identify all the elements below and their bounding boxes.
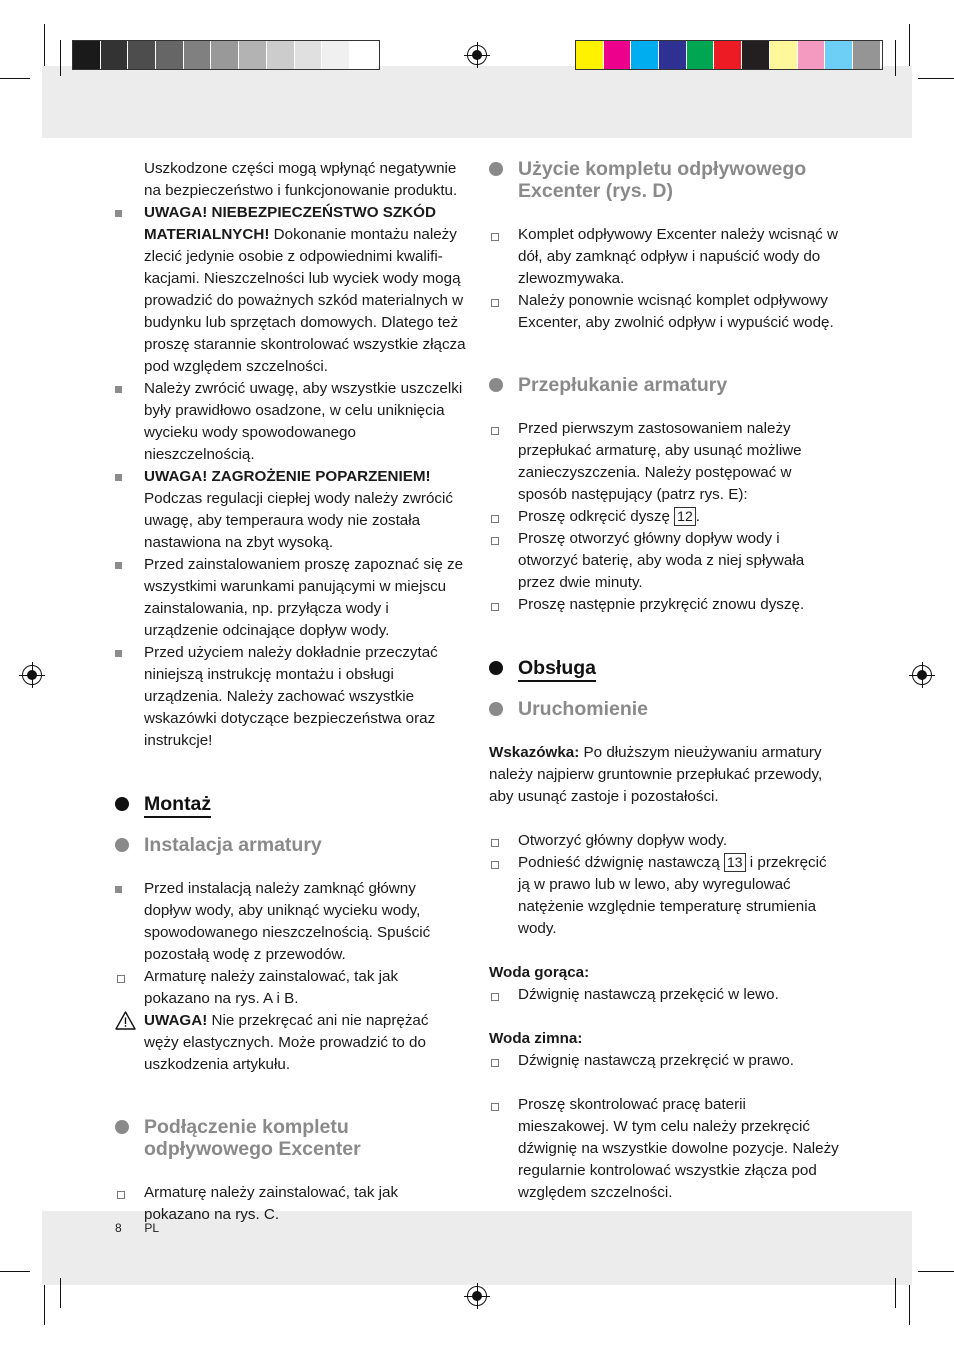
crop-mark — [909, 1285, 910, 1325]
cold-water-label — [489, 1028, 841, 1050]
page-number: 8 — [115, 1221, 122, 1235]
warning-triangle-icon — [115, 1011, 136, 1030]
color-swatch — [631, 41, 659, 69]
gray-swatch — [350, 41, 378, 69]
header-band — [42, 66, 912, 138]
color-swatch — [604, 41, 632, 69]
operate-step-2-text: Podnieść dźwignię nastawczą — [518, 854, 724, 871]
warning-hoses-text: Nie przekręcać ani nie naprężać węży elastycznych. Może prowadzić to do uszkodzenia artykułu. — [144, 1012, 429, 1073]
registration-mark-icon — [467, 45, 487, 65]
crop-mark — [918, 1271, 954, 1272]
subsection-heading-uruchomienie: Uruchomienie — [489, 698, 841, 720]
warning-burn-item — [115, 466, 467, 554]
color-swatch — [853, 41, 881, 69]
crop-mark — [0, 78, 30, 79]
registration-mark-icon — [467, 1286, 487, 1306]
section-heading-obsluga-text: Obsługa — [518, 657, 596, 682]
crop-mark — [895, 1278, 896, 1308]
intro-paragraph: Uszkodzone części mogą wpłynąć negatywnie na bezpieczeństwo i funkcjonowanie produktu. — [144, 160, 458, 199]
flush-step-2 — [489, 506, 841, 528]
language-code: PL — [144, 1221, 160, 1235]
note-label: Wskazówka: — [489, 744, 580, 761]
gray-swatch — [295, 41, 323, 69]
crop-mark — [909, 24, 910, 66]
note-text: Po dłuższym nieużywaniu armatury należy najpierw gruntownie przepłukać przewody, aby usunąć zastoje i pozostałości. — [489, 744, 823, 805]
crop-mark — [0, 1271, 30, 1272]
section-heading-montaz — [115, 792, 467, 816]
flush-step-3: Proszę otworzyć główny dopływ wody i otworzyć baterię, aby woda z niej spływała przez dwie minuty. — [489, 528, 841, 594]
subsection-heading-instalacja: Instalacja armatury — [115, 834, 467, 856]
page-footer — [115, 1221, 159, 1235]
hot-water-label — [489, 962, 841, 984]
subsection-heading-podlaczenie: Podłączenie kompletu odpływowego Excenter — [115, 1116, 467, 1160]
color-swatch — [576, 41, 604, 69]
crop-mark — [918, 78, 954, 79]
note-paragraph — [489, 742, 841, 808]
gray-swatch — [267, 41, 295, 69]
flush-step-2-text: Proszę odkręcić dyszę — [518, 508, 675, 525]
gray-swatch — [156, 41, 184, 69]
color-swatch — [742, 41, 770, 69]
gray-swatch — [211, 41, 239, 69]
subsection-heading-uzycie: Użycie kompletu odpływowego Excenter (rys. D) — [489, 158, 841, 202]
gray-swatch — [239, 41, 267, 69]
read-instructions-item: Przed użyciem należy dokładnie przeczytać niniejszą instrukcję montażu i obsługi urządzenia. Należy zachować wszystkie wskazówki dotyczące bezpieczeństwa oraz instrukcje! — [115, 642, 467, 752]
crop-mark — [44, 1285, 45, 1325]
flush-step-4: Proszę następnie przykręcić znowu dyszę. — [489, 594, 841, 616]
left-column — [115, 158, 467, 1226]
color-swatch — [798, 41, 826, 69]
crop-mark — [60, 40, 61, 76]
section-heading-montaz-text: Montaż — [144, 793, 211, 818]
gray-swatch — [128, 41, 156, 69]
color-swatch — [687, 41, 715, 69]
section-heading-obsluga — [489, 656, 841, 680]
part-number-13: 13 — [724, 853, 746, 872]
part-number-12: 12 — [674, 507, 696, 526]
hot-water-label-text: Woda gorąca: — [489, 964, 590, 981]
warning-burn-title: UWAGA! ZAGROŻENIE POPARZENIEM! — [144, 468, 431, 485]
hot-water-step: Dźwignię nastawczą przekęcić w lewo. — [489, 984, 841, 1006]
color-swatch — [770, 41, 798, 69]
flush-step-1: Przed pierwszym zastosowaniem należy przepłukać armaturę, aby usunąć możliwe zanieczyszczenia. Należy postępować w sposób następujący (patrz rys. E): — [489, 418, 841, 506]
warning-hoses-item — [115, 1010, 467, 1076]
install-step-2: Armaturę należy zainstalować, tak jak pokazano na rys. A i B. — [115, 966, 467, 1010]
operate-step-2-rest: i przekręcić ją w prawo lub w lewo, aby wyregulować natężenie względnie temperaturę strumienia wody. — [518, 854, 827, 937]
subsection-heading-przeplukanie: Przepłukanie armatury — [489, 374, 841, 396]
drain-step-2: Należy ponownie wcisnąć komplet odpływowy Excenter, aby zwolnić odpływ i wypuścić wodę. — [489, 290, 841, 334]
right-column — [489, 158, 841, 1204]
warning-material-title: UWAGA! NIEBEZPIECZEŃSTWO SZKÓD MATERIALNYCH! — [144, 204, 436, 243]
connect-step-1: Armaturę należy zainstalować, tak jak pokazano na rys. C. — [115, 1182, 467, 1226]
warning-material-text: Dokonanie montażu należy zlecić jedynie osobie z odpowiednimi kwalifikacjami. Nieszczelności lub wyciek wody mogą prowadzić do poważnych szkód materialnych w budynku lub sprzętach domowych. Dlatego też proszę starannie skontrolować wszystkie złącza pod względem szczelności. — [144, 226, 466, 375]
color-swatch — [825, 41, 853, 69]
gray-swatch — [101, 41, 129, 69]
gray-swatch — [73, 41, 101, 69]
registration-mark-icon — [22, 665, 42, 685]
warning-material-item — [115, 202, 467, 378]
crop-mark — [895, 40, 896, 76]
cold-water-step: Dźwignię nastawczą przekręcić w prawo. — [489, 1050, 841, 1072]
operate-step-1: Otworzyć główny dopływ wody. — [489, 830, 841, 852]
seals-item: Należy zwrócić uwagę, aby wszystkie uszczelki były prawidłowo osadzone, w celu uniknięcia wycieku wody spowodowanego nieszczelnością. — [115, 378, 467, 466]
process-color-bar — [575, 40, 883, 70]
warning-burn-text: Podczas regulacji ciepłej wody należy zwrócić uwagę, aby temperaura wody nie została nastawiona na zbyt wysoką. — [144, 490, 453, 551]
registration-mark-icon — [912, 665, 932, 685]
crop-mark — [44, 24, 45, 66]
gray-swatch — [184, 41, 212, 69]
install-step-1: Przed instalacją należy zamknąć główny dopływ wody, aby uniknąć wycieku wody, spowodowanego nieszczelnością. Spuścić pozostałą wodę z przewodów. — [115, 878, 467, 966]
grayscale-color-bar — [72, 40, 380, 70]
cold-water-label-text: Woda zimna: — [489, 1030, 583, 1047]
check-step: Proszę skontrolować pracę baterii mieszakowej. W tym celu należy przekręcić dźwignię na wszystkie dowolne pozycje. Należy regularnie kontrolować wszystkie złącza pod względem szczelności. — [489, 1094, 841, 1204]
drain-step-1: Komplet odpływowy Excenter należy wcisnąć w dół, aby zamknąć odpływ i napuścić wody do zlewozmywaka. — [489, 224, 841, 290]
color-swatch — [714, 41, 742, 69]
warning-hoses-title: UWAGA! — [144, 1012, 208, 1029]
color-swatch — [659, 41, 687, 69]
gray-swatch — [322, 41, 350, 69]
crop-mark — [60, 1278, 61, 1308]
site-conditions-item: Przed zainstalowaniem proszę zapoznać się ze wszystkimi warunkami panującymi w miejscu zainstalowania, np. przyłącza wody i urządzenie odcinające dopływ wody. — [115, 554, 467, 642]
flush-step-2-end: . — [695, 508, 700, 525]
operate-step-2 — [489, 852, 841, 940]
